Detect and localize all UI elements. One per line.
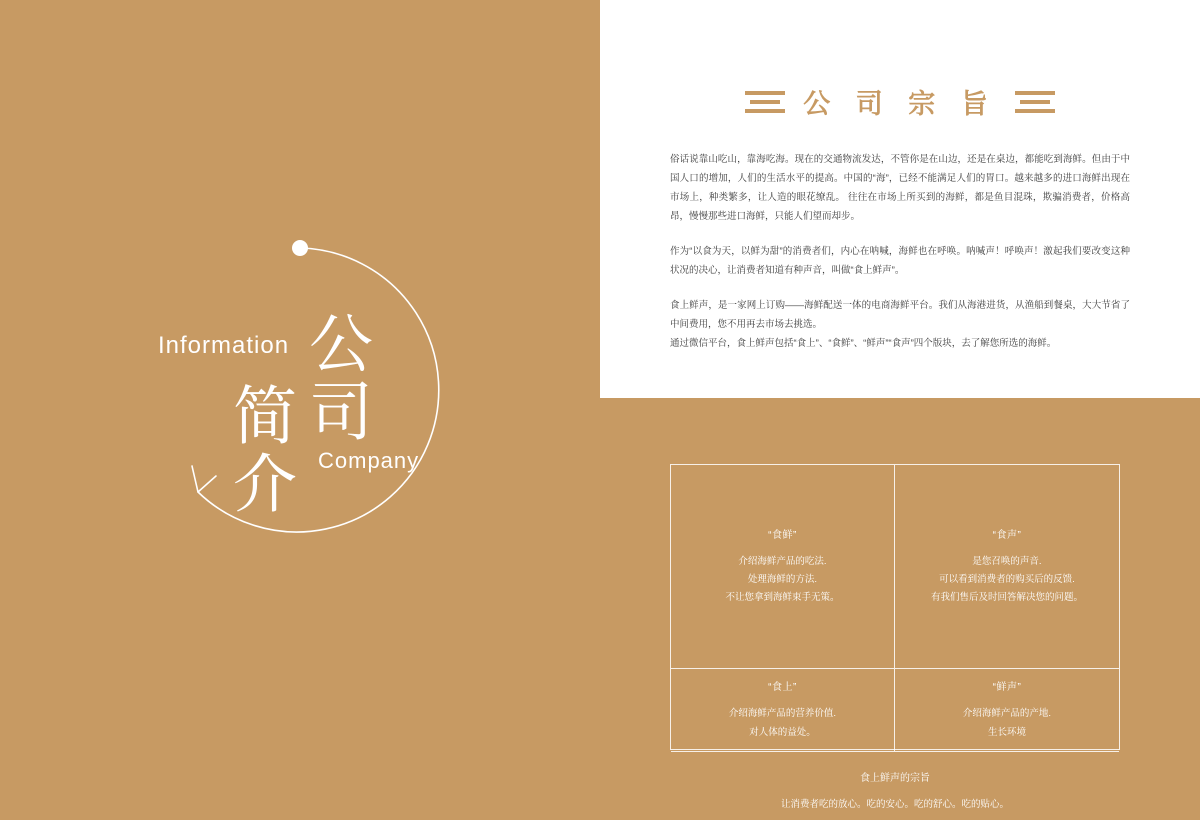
- left-cover-panel: [0, 0, 600, 820]
- paragraph-3: 食上鲜声，是一家网上订购——海鲜配送一体的电商海鲜平台。我们从海港进货，从渔船到餐桌，大大节省了中间费用，您不用再去市场去挑选。: [670, 300, 1130, 330]
- section-line: 对人体的益处。: [749, 726, 816, 738]
- purpose-heading: [600, 82, 1200, 121]
- paragraph-4: 通过微信平台，食上鲜声包括“食上”、“食鲜”、“鲜声”“食声”四个版块，去了解您所选的海鲜。: [670, 338, 1057, 349]
- label-information: Information: [158, 332, 290, 359]
- right-bottom-panel: [600, 398, 1200, 820]
- sections-grid-row-1: [671, 465, 1119, 669]
- bars-left-icon: [745, 91, 785, 113]
- section-cell-shisheng: [895, 465, 1119, 669]
- section-title: “鲜声”: [992, 682, 1022, 694]
- footer-title: 食上鲜声的宗旨: [860, 773, 930, 785]
- title-jianjie: 简介: [224, 382, 296, 518]
- section-line: 是您召唤的声音.: [972, 555, 1042, 567]
- label-company: Company: [318, 448, 420, 473]
- paragraph-1: 俗话说靠山吃山，靠海吃海。现在的交通物流发达，不管你是在山边，还是在桌边，都能吃到海鲜。但由于中国人口的增加，人们的生活水平的提高。中国的“海”，已经不能满足人们的胃口。越来越多的进口海鲜出现在市场上，种类繁多，让人造的眼花缭乱。 往往在市场上所买到的海鲜，都是鱼目混珠，欺骗消费者，价格高昂，慢慢那些进口海鲜，只能人们望而却步。: [670, 154, 1130, 222]
- paragraph-2: 作为“以食为天，以鲜为甜”的消费者们，内心在呐喊，海鲜也在呼唤。呐喊声！呼唤声！激起我们要改变这种状况的决心，让消费者知道有种声音，叫做“食上鲜声”。: [670, 246, 1130, 276]
- right-top-panel: [600, 0, 1200, 398]
- circle-arrow-graphic: [140, 230, 460, 550]
- page-title: 公 司 宗 旨: [803, 89, 997, 119]
- section-lines: [729, 705, 836, 741]
- body-copy: [670, 150, 1130, 369]
- section-lines: [725, 553, 839, 607]
- bars-right-icon: [1015, 91, 1055, 113]
- section-title: “食声”: [992, 529, 1022, 541]
- section-line: 不让您拿到海鲜束手无策。: [725, 592, 840, 604]
- section-lines: [931, 553, 1083, 607]
- footer-line: 让消费者吃的放心。吃的安心。吃的舒心。吃的贴心。: [780, 799, 1009, 811]
- section-line: 介绍海鲜产品的产地.: [962, 708, 1052, 720]
- section-cell-shixian: [671, 465, 895, 669]
- section-title: “食上”: [768, 682, 797, 694]
- sections-grid-row-2: [671, 669, 1119, 751]
- section-line: 可以看到消费者的购买后的反馈.: [939, 573, 1075, 585]
- section-line: 生长环境: [987, 726, 1026, 738]
- section-lines: [963, 705, 1051, 741]
- section-line: 介绍海鲜产品的营养价值.: [728, 708, 837, 720]
- section-title: “食鲜”: [768, 529, 797, 541]
- sections-grid: [670, 464, 1120, 811]
- section-cell-xiansheng: [895, 669, 1119, 751]
- title-gongsi: 公司: [300, 310, 372, 446]
- section-line: 有我们售后及时回答解决您的问题。: [930, 592, 1083, 604]
- section-line: 介绍海鲜产品的吃法.: [738, 555, 827, 567]
- section-line: 处理海鲜的方法.: [747, 573, 818, 585]
- section-cell-shishang: [671, 669, 895, 751]
